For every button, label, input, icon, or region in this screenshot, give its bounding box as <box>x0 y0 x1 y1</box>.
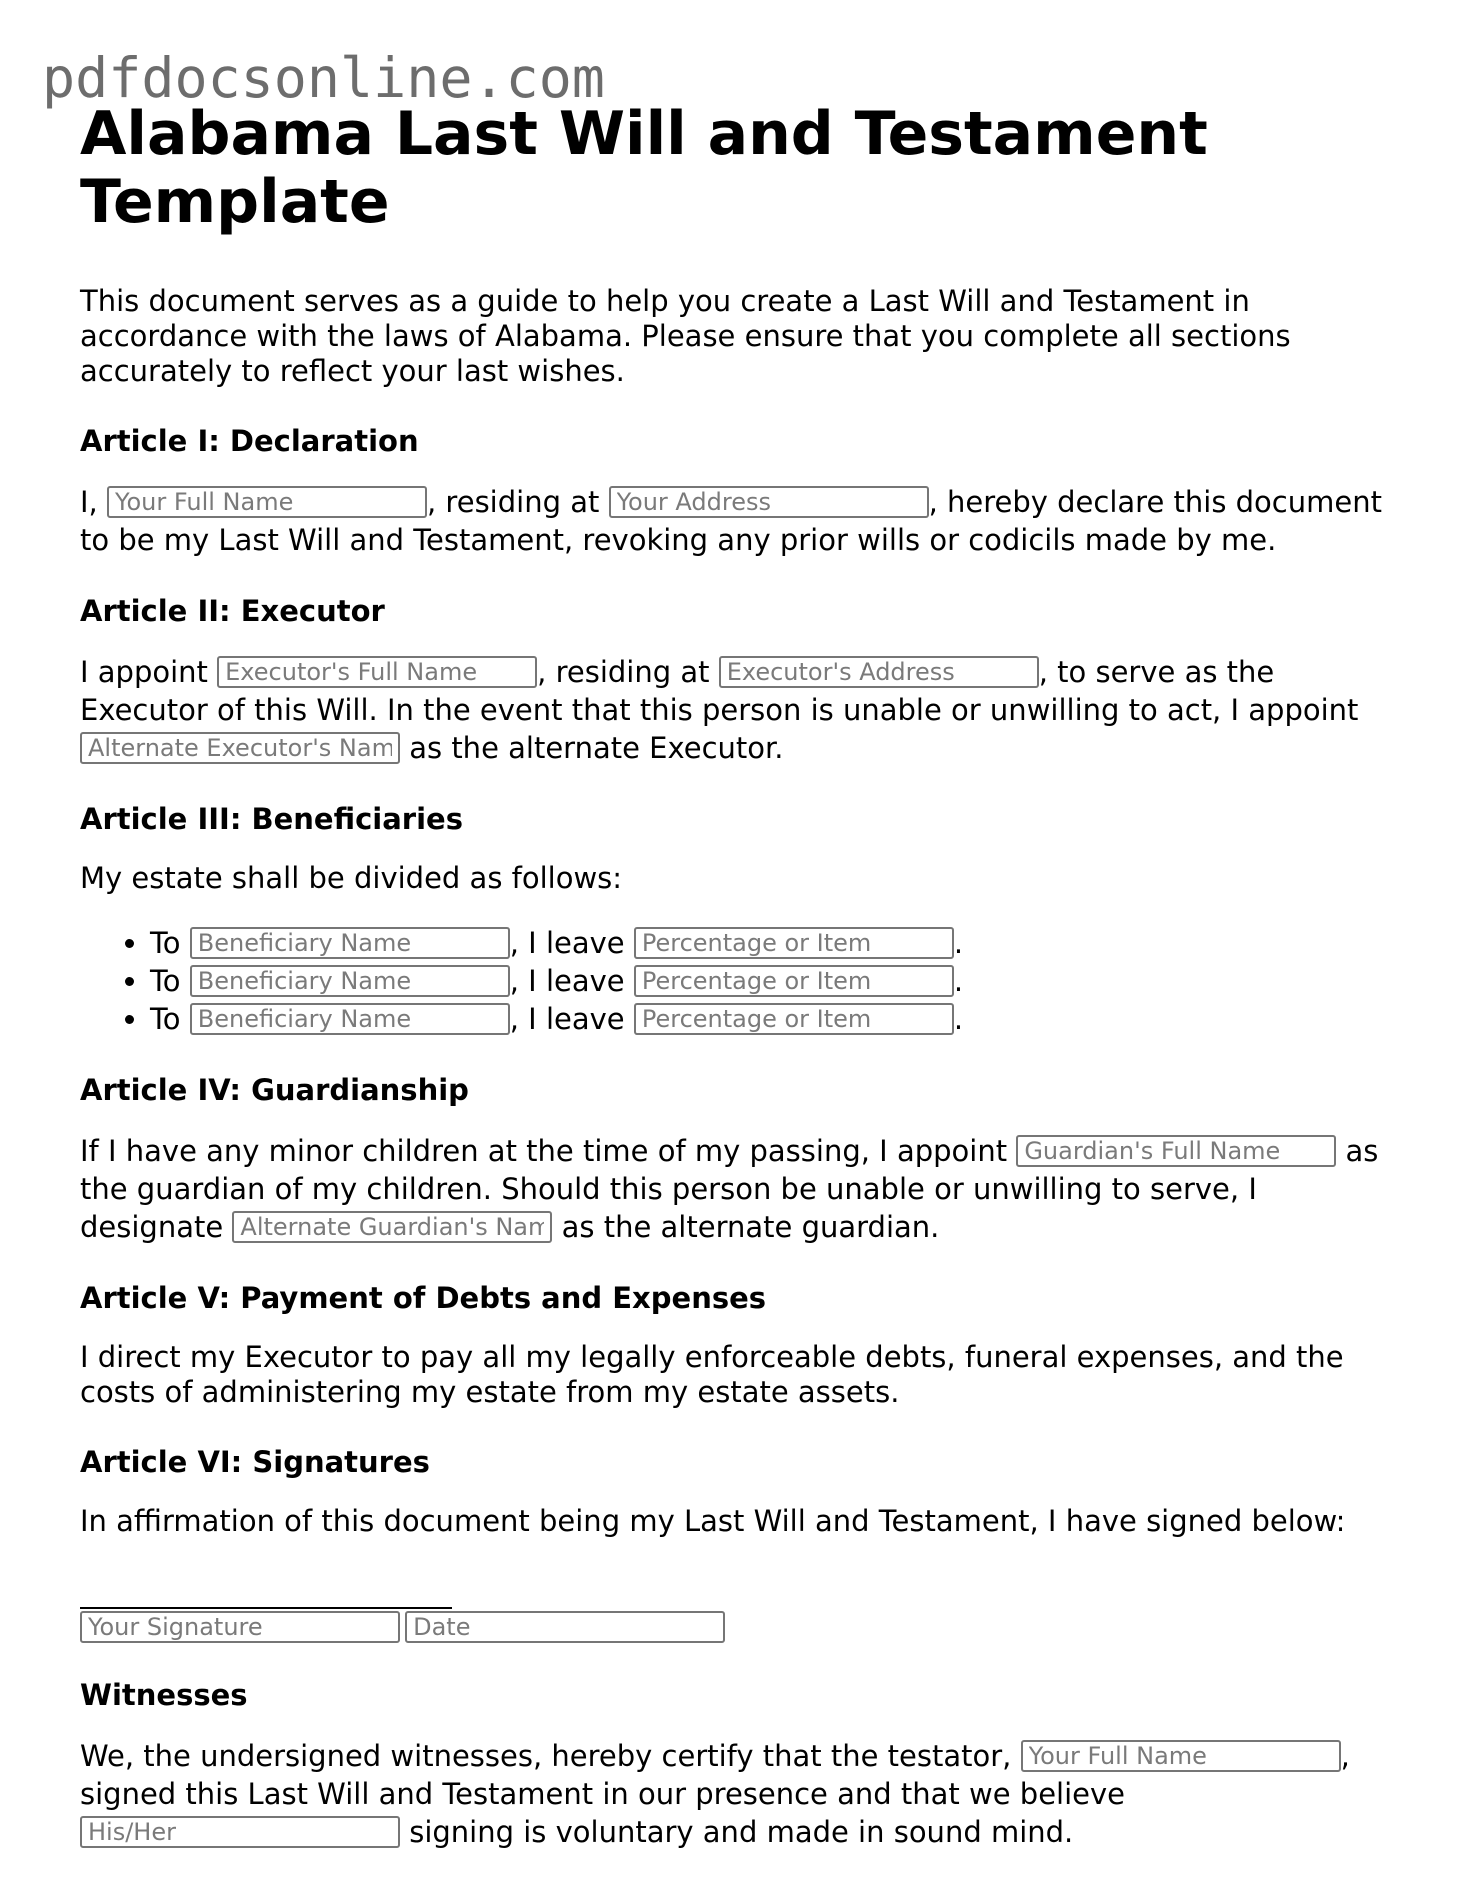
beneficiary-list <box>80 924 1400 1038</box>
testator-name-witness-field[interactable] <box>1021 1740 1341 1772</box>
text-segment: , I leave <box>509 964 634 998</box>
text-segment: I appoint <box>80 655 218 689</box>
alternate-executor-field[interactable] <box>80 732 400 764</box>
list-item <box>150 962 1400 1000</box>
text-segment: . <box>953 964 964 998</box>
guardian-name-field[interactable] <box>1016 1135 1336 1167</box>
alternate-guardian-field[interactable] <box>232 1211 552 1243</box>
text-segment: , I leave <box>509 1002 634 1036</box>
text-segment: as the alternate guardian. <box>552 1210 940 1244</box>
signature-row <box>80 1611 1400 1643</box>
testator-name-field[interactable] <box>107 486 427 518</box>
beneficiary-name-field[interactable] <box>190 1003 510 1035</box>
text-segment: . <box>953 926 964 960</box>
text-segment: as the guardian of my children. Should this person be unable or unwilling to serve, I designate <box>80 1134 1379 1244</box>
text-segment: , residing at <box>427 485 609 519</box>
text-segment: , signed this Last Will and Testament in our presence and that we believe <box>80 1739 1350 1811</box>
witnesses-paragraph <box>80 1737 1400 1851</box>
article-2-heading: Article II: Executor <box>80 594 385 628</box>
article-6-paragraph: In affirmation of this document being my Last Will and Testament, I have signed below: <box>80 1504 1346 1538</box>
article-1-heading: Article I: Declaration <box>80 424 419 458</box>
text-segment: , residing at <box>537 655 719 689</box>
text-segment: I, <box>80 485 107 519</box>
intro-paragraph: This document serves as a guide to help you create a Last Will and Testament in accordance with the laws of Alabama. Please ensure that you complete all sections accurately to reflect your last wishes. <box>80 284 1291 388</box>
beneficiary-share-field[interactable] <box>634 965 954 997</box>
document-body <box>80 100 1400 1879</box>
article-2-paragraph <box>80 653 1400 767</box>
article-5-heading: Article V: Payment of Debts and Expenses <box>80 1281 767 1315</box>
text-segment: . <box>953 1002 964 1036</box>
testator-address-field[interactable] <box>609 486 929 518</box>
text-segment: signing is voluntary and made in sound mind. <box>400 1815 1074 1849</box>
article-3-heading: Article III: Beneficiaries <box>80 802 463 836</box>
text-segment: We, the undersigned witnesses, hereby certify that the testator, <box>80 1739 1021 1773</box>
article-1-paragraph <box>80 483 1400 559</box>
signature-line <box>80 1567 452 1609</box>
witnesses-heading: Witnesses <box>80 1678 248 1712</box>
text-segment: If I have any minor children at the time of my passing, I appoint <box>80 1134 1017 1168</box>
article-5-paragraph: I direct my Executor to pay all my legally enforceable debts, funeral expenses, and the costs of administering my estate from my estate assets. <box>80 1340 1344 1409</box>
text-segment: , I leave <box>509 926 634 960</box>
list-item <box>150 1000 1400 1038</box>
date-field[interactable] <box>405 1611 725 1643</box>
list-item <box>150 924 1400 962</box>
text-segment: , to serve as the Executor of this Will. In the event that this person is unable or unwilling to act, I appoint <box>80 655 1359 727</box>
beneficiary-name-field[interactable] <box>190 927 510 959</box>
beneficiary-name-field[interactable] <box>190 965 510 997</box>
executor-name-field[interactable] <box>217 656 537 688</box>
page-title: Alabama Last Will and Testament Template <box>80 99 1208 237</box>
site-watermark: pdfdocsonline.com <box>42 46 605 110</box>
article-6-heading: Article VI: Signatures <box>80 1445 430 1479</box>
pronoun-field[interactable] <box>80 1816 400 1848</box>
text-segment: as the alternate Executor. <box>400 731 784 765</box>
executor-address-field[interactable] <box>719 656 1039 688</box>
beneficiary-share-field[interactable] <box>634 1003 954 1035</box>
text-segment: To <box>150 926 190 960</box>
text-segment: , hereby declare this document to be my Last Will and Testament, revoking any prior wills or codicils made by me. <box>80 485 1382 557</box>
article-4-paragraph <box>80 1132 1400 1246</box>
article-4-heading: Article IV: Guardianship <box>80 1073 469 1107</box>
beneficiary-share-field[interactable] <box>634 927 954 959</box>
text-segment: To <box>150 964 190 998</box>
text-segment: To <box>150 1002 190 1036</box>
signature-field[interactable] <box>80 1611 400 1643</box>
beneficiaries-intro: My estate shall be divided as follows: <box>80 861 623 895</box>
